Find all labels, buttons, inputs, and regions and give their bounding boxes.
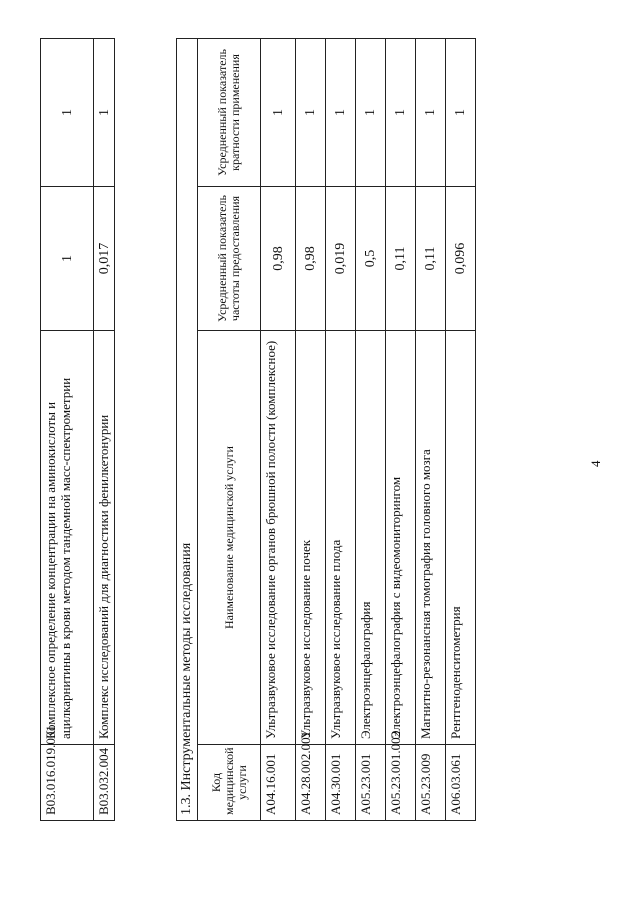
service-name: Комплекс исследований для диагностики фенилкетонурии <box>94 331 115 745</box>
header-name: Наименование медицинской услуги <box>198 331 261 745</box>
frequency-value: 0,017 <box>94 187 115 331</box>
section-row <box>177 38 198 820</box>
service-code: A05.23.009 <box>416 745 446 821</box>
frequency-value: 0,11 <box>386 187 416 331</box>
services-table-continued <box>40 38 115 821</box>
service-code: A04.30.001 <box>326 745 356 821</box>
frequency-value: 0,019 <box>326 187 356 331</box>
service-code: B03.032.004 <box>94 745 115 821</box>
table-row <box>326 38 356 820</box>
table-row <box>296 38 326 820</box>
service-code: B03.016.019.001 <box>41 745 94 821</box>
service-code: A05.23.001 <box>356 745 386 821</box>
service-code: A05.23.001.002 <box>386 745 416 821</box>
header-row <box>198 38 261 820</box>
table-row <box>94 39 115 821</box>
header-code: Код медицинской услуги <box>198 745 261 821</box>
header-frequency: Усредненный показатель частоты предоставления <box>198 187 261 331</box>
frequency-value: 1 <box>41 187 94 331</box>
service-name: Ультразвуковое исследование органов брюшной полости (комплексное) <box>261 331 296 745</box>
multiplicity-value: 1 <box>416 38 446 186</box>
service-code: A04.16.001 <box>261 745 296 821</box>
service-name: Электроэнцефалография с видеомониторингом <box>386 331 416 745</box>
service-name: Электроэнцефалография <box>356 331 386 745</box>
frequency-value: 0,98 <box>296 187 326 331</box>
service-code: A06.03.061 <box>446 745 476 821</box>
frequency-value: 0,096 <box>446 187 476 331</box>
header-multiplicity: Усредненный показатель кратности применения <box>198 38 261 186</box>
table-row <box>386 38 416 820</box>
table-row <box>416 38 446 820</box>
multiplicity-value: 1 <box>386 38 416 186</box>
service-name: Рентгеноденситометрия <box>446 331 476 745</box>
service-name: Ультразвуковое исследование почек <box>296 331 326 745</box>
service-name: Ультразвуковое исследование плода <box>326 331 356 745</box>
multiplicity-value: 1 <box>446 38 476 186</box>
multiplicity-value: 1 <box>326 38 356 186</box>
service-code: A04.28.002.001 <box>296 745 326 821</box>
instrumental-methods-table <box>176 38 476 821</box>
frequency-value: 0,98 <box>261 187 296 331</box>
multiplicity-value: 1 <box>41 39 94 187</box>
page-number: 4 <box>588 460 603 467</box>
multiplicity-value: 1 <box>296 38 326 186</box>
table-row <box>261 38 296 820</box>
multiplicity-value: 1 <box>356 38 386 186</box>
table-row <box>446 38 476 820</box>
table-row <box>41 39 94 821</box>
service-name: Комплексное определение концентрации на аминокислоты и ацилкарнитины в крови методом тандемной масс-спектрометрии <box>41 331 94 745</box>
table-row <box>356 38 386 820</box>
service-name: Магнитно-резонансная томография головного мозга <box>416 331 446 745</box>
multiplicity-value: 1 <box>94 39 115 187</box>
frequency-value: 0,5 <box>356 187 386 331</box>
multiplicity-value: 1 <box>261 38 296 186</box>
frequency-value: 0,11 <box>416 187 446 331</box>
section-title: 1.3. Инструментальные методы исследования <box>177 38 198 820</box>
